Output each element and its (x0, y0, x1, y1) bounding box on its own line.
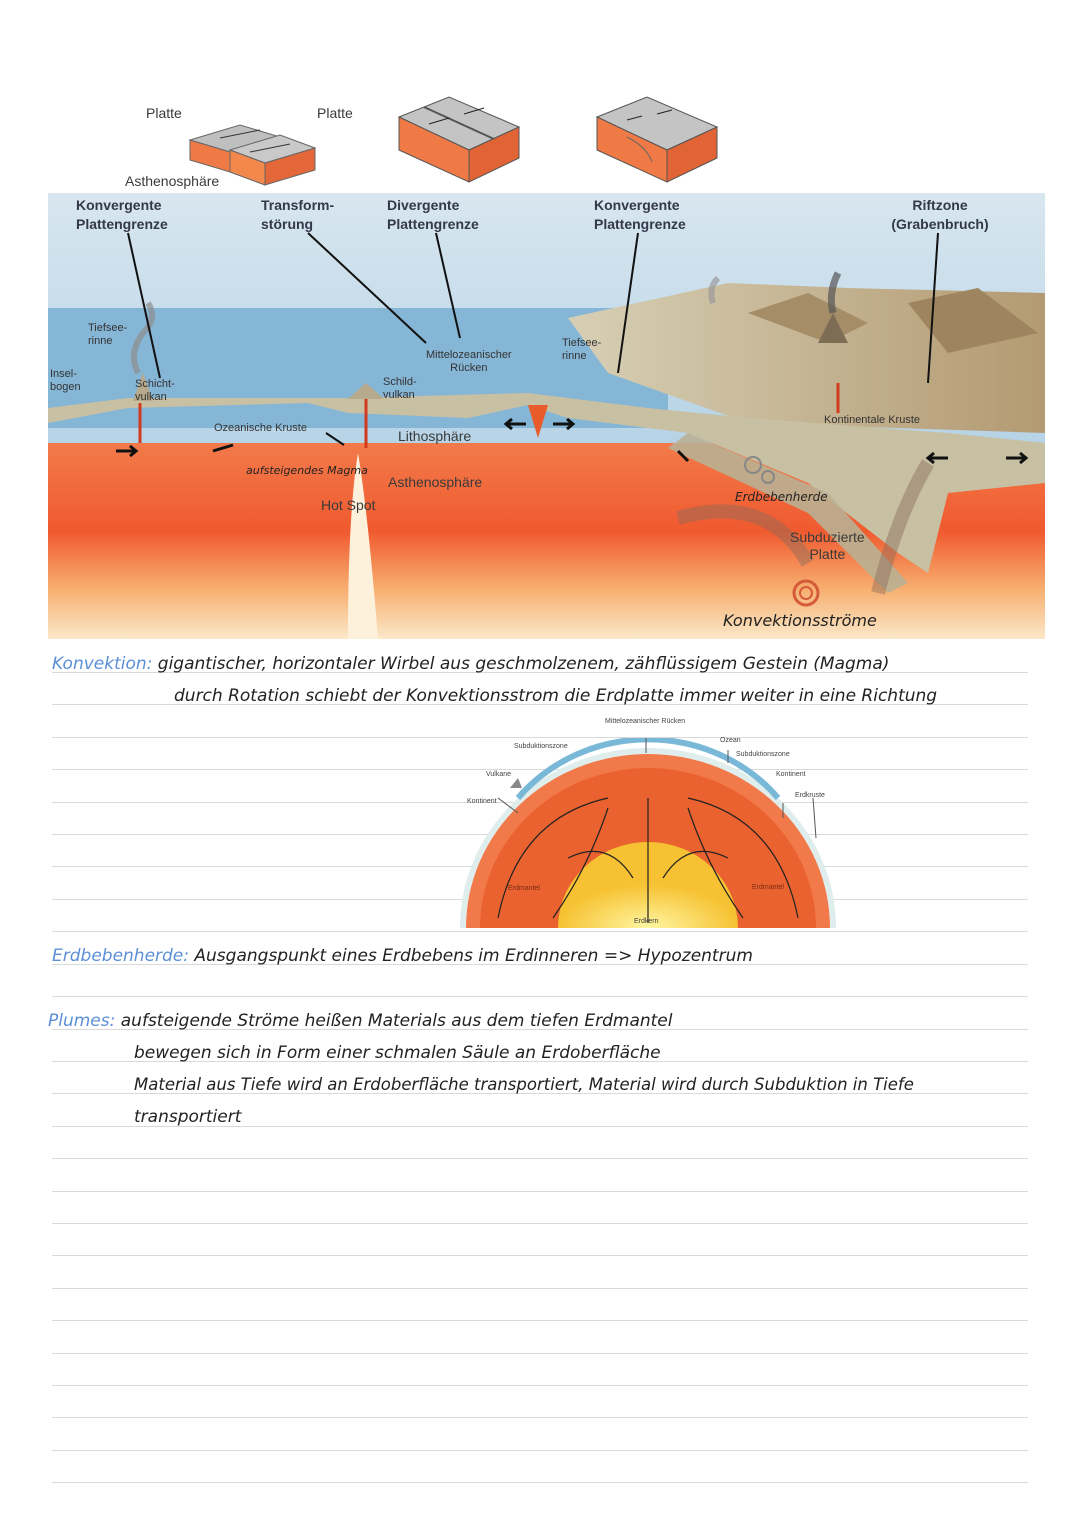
header-convergent-left (76, 196, 206, 234)
note-konvektion-line1 (52, 654, 889, 674)
earth-label-continent-left: Kontinent (467, 798, 497, 805)
earth-label-mantle-left: Erdmantel (508, 885, 540, 892)
earth-label-subduction-left: Subduktionszone (514, 743, 568, 750)
header-rift-text: Riftzone (Grabenbruch) (891, 197, 989, 232)
earth-label-volcano: Vulkane (486, 771, 512, 778)
erdbebenherde-text: Ausgangspunkt eines Erdbebens im Erdinneren => Hypozentrum (194, 946, 753, 966)
note-plumes-line3: Material aus Tiefe wird an Erdoberfläche transportiert, Material wird durch Subduktion in Tiefe (134, 1075, 914, 1094)
header-convergent-right (594, 196, 724, 234)
earth-label-mantle-right: Erdmantel (752, 884, 784, 891)
label-convection-currents: Konvektionsströme (723, 611, 877, 630)
earth-convection-section (458, 738, 838, 928)
label-shield-volcano: Schild- vulkan (383, 376, 417, 401)
konvektion-text-1: gigantischer, horizontaler Wirbel aus geschmolzenem, zähflüssigem Gestein (Magma) (157, 654, 890, 674)
header-transform-text: Transform- störung (261, 197, 335, 232)
earth-label-crust: Erdkruste (795, 792, 825, 799)
label-oceanic-crust: Ozeanische Kruste (214, 422, 307, 434)
header-rift (880, 196, 1000, 234)
earth-label-core: Erdkern (634, 918, 659, 925)
label-subducted-plate: Subduzierte Platte (790, 529, 865, 562)
earth-label-ocean: Ozean (720, 737, 741, 744)
earth-label-continent-right: Kontinent (776, 771, 806, 778)
earth-label-mid-ridge: Mittelozeanischer Rücken (605, 718, 686, 725)
label-lithosphere: Lithosphäre (398, 428, 472, 444)
label-trench-right: Tiefsee- rinne (562, 337, 602, 362)
note-erdbebenherde (52, 946, 753, 966)
label-strato-volcano: Schicht- vulkan (135, 378, 175, 403)
header-divergent-text: Divergente Plattengrenze (387, 197, 479, 232)
note-konvektion-line2: durch Rotation schiebt der Konvektionsstrom die Erdplatte immer weiter in eine Richtung (174, 686, 938, 706)
label-rising-magma: aufsteigendes Magma (246, 464, 368, 477)
header-transform (261, 196, 371, 234)
label-continental-crust: Kontinentale Kruste (824, 414, 921, 426)
convergent-block-diagram (592, 92, 722, 187)
header-convergent-left-text: Konvergente Plattengrenze (76, 197, 168, 232)
label-mid-ocean-ridge: Mittelozeanischer Rücken (426, 349, 512, 374)
note-plumes-line1 (48, 1011, 672, 1031)
note-plumes-line4: transportiert (134, 1107, 242, 1127)
header-convergent-right-text: Konvergente Plattengrenze (594, 197, 686, 232)
label-plate-left: Platte (146, 105, 182, 121)
header-divergent (387, 196, 517, 234)
label-asthenosphere-top: Asthenosphäre (125, 173, 220, 189)
note-plumes-line2: bewegen sich in Form einer schmalen Säule an Erdoberfläche (134, 1043, 661, 1063)
label-plate-right: Platte (317, 105, 353, 121)
label-hot-spot: Hot Spot (321, 497, 376, 513)
term-erdbebenherde: Erdbebenherde: (52, 946, 189, 966)
plumes-text-1: aufsteigende Ströme heißen Materials aus dem tiefen Erdmantel (120, 1011, 673, 1031)
divergent-block-diagram (394, 92, 524, 187)
term-konvektion: Konvektion: (52, 654, 153, 674)
label-trench-left: Tiefsee- rinne (88, 322, 128, 347)
label-earthquake-focus: Erdbebenherde (735, 490, 828, 504)
label-asthenosphere: Asthenosphäre (388, 474, 483, 490)
earth-label-subduction-right: Subduktionszone (736, 751, 790, 758)
term-plumes: Plumes: (48, 1011, 116, 1031)
label-island-arc: Insel- bogen (50, 368, 81, 393)
